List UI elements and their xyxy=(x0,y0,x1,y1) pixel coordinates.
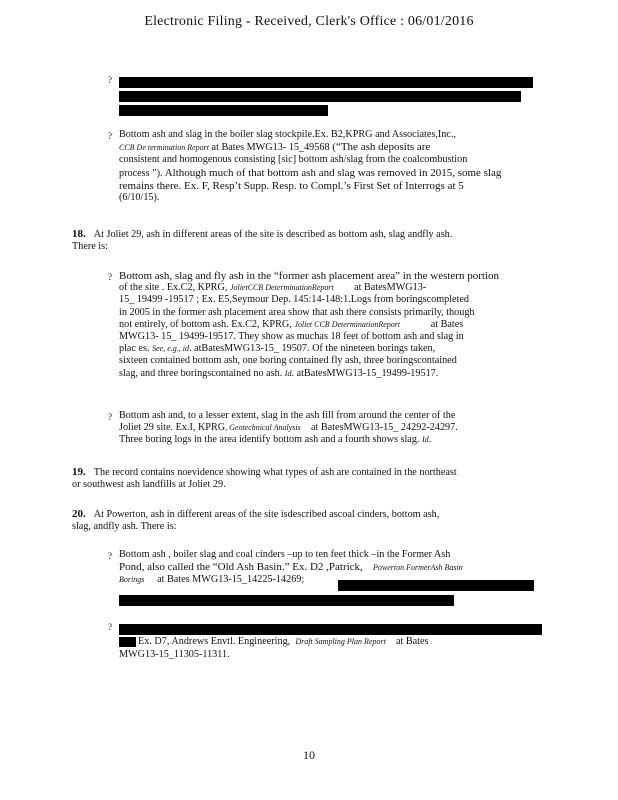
paragraph-18 xyxy=(72,228,532,253)
line xyxy=(72,228,532,241)
bullet-marker: ? xyxy=(108,272,112,282)
line: consistent and homogenous consisting [sic] bottom ash/slag from the coalcombustion xyxy=(119,154,468,166)
bullet-marker: ? xyxy=(108,75,112,85)
line: 15_ 19499 -19517 ; Ex. E5,Seymour Dep. 145:14-148:1.Logs from boringscompleted xyxy=(119,294,470,306)
cited-title: Borings xyxy=(119,575,145,585)
line xyxy=(119,561,534,574)
line: in 2005 in the former ash placement area show that ash there consists primarily, though xyxy=(119,306,475,318)
text: Ex. D7, Andrews Envtl. Engineering, xyxy=(138,636,291,647)
line: slag, andfly ash. There is: xyxy=(72,521,177,533)
line: MWG13-15_11305-11311. xyxy=(119,649,230,660)
text: Pond, also called the “Old Ash Basin.” Ex. D2 ,Patrick, xyxy=(119,561,363,574)
paragraph-number: 18. xyxy=(72,228,86,240)
line xyxy=(119,422,534,434)
line xyxy=(119,167,534,180)
bullet-marker: ? xyxy=(108,622,112,632)
cited-title: Draft Sampling Plan Report xyxy=(295,637,386,646)
text: At Joliet 29, ash in different areas of the site is described as bottom ash, slag andfly ash. xyxy=(93,229,453,240)
text: of the site . Ex.C2, KPRG, xyxy=(119,282,228,294)
paragraph-19 xyxy=(72,466,532,491)
redaction-bar xyxy=(338,580,534,591)
bullet-marker: ? xyxy=(108,131,112,141)
filing-header: Electronic Filing - Received, Clerk's Office : 06/01/2016 xyxy=(144,14,474,29)
text: not entirely, of bottom ash. Ex.C2, KPRG, xyxy=(119,318,292,330)
line: Bottom ash, slag and fly ash in the “former ash placement area” in the western portion xyxy=(119,270,499,282)
line: or southwest ash landfills at Joliet 29. xyxy=(72,479,226,491)
line xyxy=(119,319,534,331)
cited-title: Powerton FormerAsh Basin xyxy=(372,563,463,573)
line: remains there. Ex. F, Resp’t Supp. Resp. to Compl.’s First Set of Interrogs at 5 xyxy=(119,179,464,192)
line: MWG13- 15_ 19499-19517. They show as muchas 18 feet of bottom ash and slag in xyxy=(119,331,464,343)
cited-title: JolietCCB DeterminationReport xyxy=(229,283,334,293)
line: There is: xyxy=(72,241,108,253)
signal: Id xyxy=(422,435,429,445)
redaction-bar xyxy=(119,637,136,647)
cited-title: , Geotechnical Analysis xyxy=(225,423,301,433)
line xyxy=(119,282,534,294)
line xyxy=(119,368,534,380)
text: at Bates xyxy=(395,636,429,647)
line xyxy=(72,466,532,479)
text: at BatesMWG13- xyxy=(354,282,427,294)
text: . xyxy=(428,434,432,446)
page-number: 10 xyxy=(303,748,315,762)
redaction-bar xyxy=(119,105,328,116)
bullet-ash-fill xyxy=(119,410,534,447)
line xyxy=(72,508,532,521)
redaction-bar xyxy=(119,77,533,88)
text: Although much of that bottom ash and slag was removed in 2015, some slag xyxy=(162,166,502,179)
bullet-sampling-plan xyxy=(138,636,538,648)
signal: See, e.g., id xyxy=(152,344,189,354)
paragraph-number: 19. xyxy=(72,466,86,478)
text: The record contains noevidence showing what types of ash are contained in the northeast xyxy=(93,467,457,478)
line: Bottom ash and, to a lesser extent, slag in the ash fill from around the center of the xyxy=(119,410,456,421)
signal: Id xyxy=(284,368,292,378)
text: plac es. xyxy=(119,343,150,355)
text: at Bates MWG13- 15_49568 xyxy=(209,142,330,154)
line: (6/10/15). xyxy=(119,192,160,204)
line xyxy=(119,343,534,355)
line: Bottom ash and slag in the boiler slag stockpile.Ex. B2,KPRG and Associates,Inc., xyxy=(119,129,456,140)
line: sixteen contained bottom ash, one boring contained fly ash, three boringscontained xyxy=(119,355,457,367)
bullet-marker: ? xyxy=(108,551,112,561)
line xyxy=(138,636,538,648)
quote-text: (“The ash deposits are xyxy=(329,141,431,154)
redaction-bar xyxy=(119,624,542,635)
paragraph-20 xyxy=(72,508,532,533)
text: process ”). xyxy=(119,167,163,179)
text: . atBatesMWG13-15_19499-19517. xyxy=(291,367,439,379)
text: Three boring logs in the area identify bottom ash and a fourth shows slag. xyxy=(119,434,420,446)
bullet-stockpile xyxy=(119,129,534,204)
line: Bottom ash , boiler slag and coal cinders –up to ten feet thick –in the Former Ash xyxy=(119,549,451,560)
text: at BatesMWG13-15_ 24292-24297. xyxy=(310,422,458,434)
text: at Bates xyxy=(430,318,464,330)
line xyxy=(119,141,534,154)
paragraph-number: 20. xyxy=(72,508,86,520)
redaction-bar xyxy=(119,595,454,606)
bullet-marker: ? xyxy=(108,412,112,422)
line xyxy=(119,434,534,446)
text: . atBatesMWG13-15_ 19507. Of the nineteen borings taken, xyxy=(188,343,436,355)
text: Joliet 29 site. Ex.I, KPRG xyxy=(119,422,226,434)
bullet-former-ash-area xyxy=(119,270,534,380)
cited-title: Joliet CCB DeterminationReport xyxy=(294,319,401,329)
bullet-sampling-plan-cont xyxy=(119,649,534,661)
cited-title: CCB De termination Report xyxy=(119,143,209,153)
text: at Bates MWG13-15_14225-14269; xyxy=(157,574,305,586)
redaction-bar xyxy=(119,91,521,102)
text: slag, and three boringscontained no ash. xyxy=(119,367,283,379)
text: At Powerton, ash in different areas of the site isdescribed ascoal cinders, bottom ash, xyxy=(93,509,440,520)
